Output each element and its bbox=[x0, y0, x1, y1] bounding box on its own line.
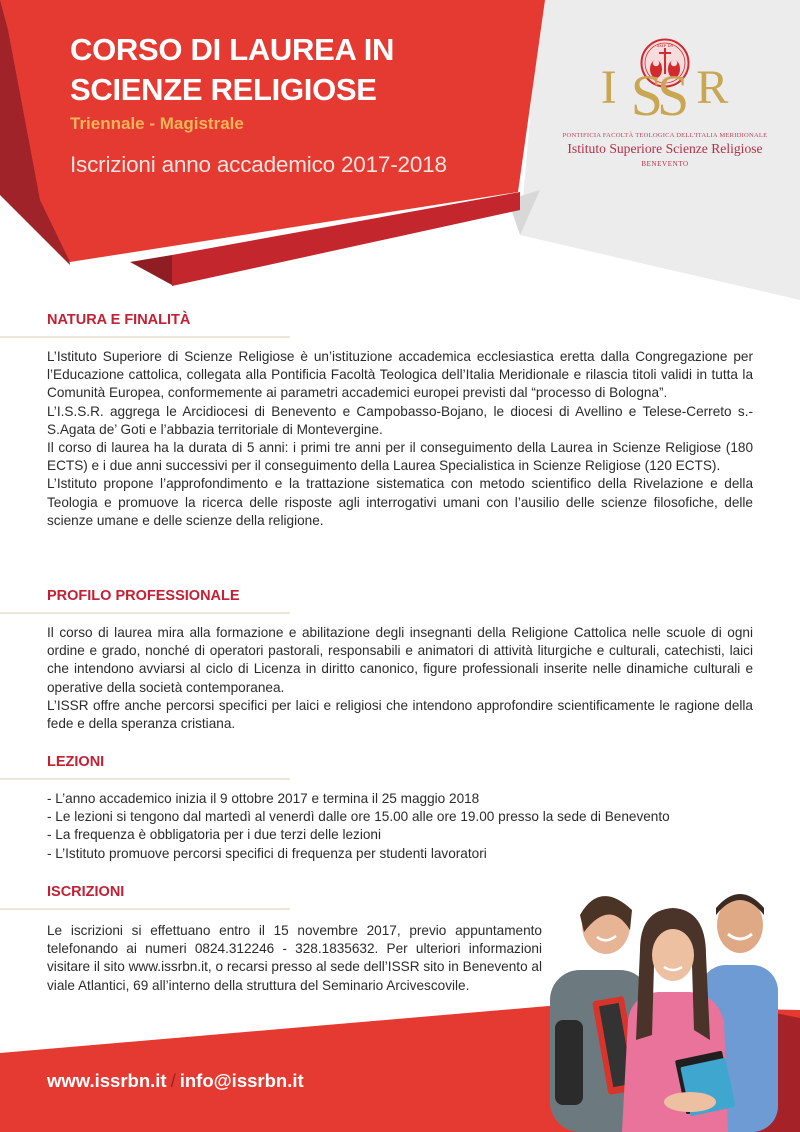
footer-contacts bbox=[47, 1070, 304, 1092]
students-photo bbox=[540, 870, 800, 1132]
logo-letters-ss: SS bbox=[630, 63, 684, 128]
page-title bbox=[70, 30, 447, 110]
section-header-iscrizioni bbox=[0, 883, 290, 910]
logo-wordmark bbox=[540, 61, 790, 128]
list-item: - Le lezioni si tengono dal martedì al venerdì dalle ore 15.00 alle ore 19.00 presso la sede di Benevento bbox=[47, 809, 670, 825]
section-title-lezioni: LEZIONI bbox=[47, 754, 105, 770]
section-header-natura bbox=[0, 311, 290, 338]
paragraph: L’Istituto propone l’approfondimento e la trattazione sistematica con metodo scientifico della Rivelazione e della Teologia e promuove la ricerca delle risposte agli interrogativi umani con l’ausilio delle scienze filosofiche, delle scienze umane e delle scienze della religione. bbox=[47, 476, 753, 528]
logo-letter-r: R bbox=[696, 61, 730, 114]
list-item: - L’Istituto promuove percorsi specifici di frequenza per studenti lavoratori bbox=[47, 845, 487, 861]
section-header-profilo bbox=[0, 587, 290, 614]
title-line-2: SCIENZE RELIGIOSE bbox=[70, 72, 377, 107]
email-link[interactable]: info@issrbn.it bbox=[179, 1070, 304, 1091]
list-item: - L’anno accademico inizia il 9 ottobre 2017 e termina il 25 maggio 2018 bbox=[47, 791, 480, 806]
lezioni-list bbox=[47, 790, 753, 863]
section-title-profilo: PROFILO PROFESSIONALE bbox=[47, 588, 240, 604]
paragraph: L’ISSR offre anche percorsi specifici per laici e religiosi che intendono approfondire scientificamente le ragione della fede e della speranza cristiana. bbox=[47, 697, 753, 732]
svg-text:ΑΜΡ ΣΘ: ΑΜΡ ΣΘ bbox=[656, 43, 674, 48]
section-body-iscrizioni bbox=[47, 922, 542, 995]
list-item: - La frequenza è obbligatoria per i due terzi delle lezioni bbox=[47, 827, 382, 843]
section-body-lezioni bbox=[47, 790, 753, 863]
section-title-natura: NATURA E FINALITÀ bbox=[47, 312, 191, 328]
degree-levels: Triennale - Magistrale bbox=[70, 114, 244, 133]
enrollment-year: Iscrizioni anno accademico 2017-2018 bbox=[70, 152, 447, 177]
paragraph: L’Istituto Superiore di Scienze Religiose è un’istituzione accademica ecclesiastica eretta dalla Congregazione per l’Educazione cattolica, collegata alla Pontificia Facoltà Teologica dell’Italia Meridionale e rilascia titoli validi in tutta la Comunità Europea, conformemente ai parametri accademici europei previsti dal “processo di Bologna”. bbox=[47, 349, 753, 401]
footer-separator: / bbox=[170, 1070, 176, 1091]
logo-institute-name: Istituto Superiore Scienze Religiose bbox=[567, 141, 763, 156]
paragraph: Il corso di laurea mira alla formazione e abilitazione degli insegnanti della Religione Cattolica nelle scuole di ogni ordine e grado, nonché di operatori pastorali, responsabili e animatori di attività liturgiche e culturali, catechisti, laici che intendono avviarsi al ciclo di Licenza in diritto canonico, figure professionali inserite nelle dinamiche culturali e operative della società contemporanea. bbox=[47, 625, 753, 695]
section-header-lezioni bbox=[0, 753, 290, 780]
hero-header bbox=[70, 30, 447, 178]
website-link[interactable]: www.issrbn.it bbox=[47, 1070, 167, 1091]
paragraph: Il corso di laurea ha la durata di 5 anni: i primi tre anni per il conseguimento della Laurea in Scienze Religiose (180 ECTS) e i due anni successivi per il conseguimento della Laurea Specialistica in Scienze Religiose (120 ECTS). bbox=[47, 440, 753, 474]
title-line-1: CORSO DI LAUREA IN bbox=[70, 32, 395, 67]
student-center bbox=[622, 908, 736, 1132]
paragraph: Le iscrizioni si effettuano entro il 15 novembre 2017, previo appuntamento telefonando ai numeri 0824.312246 - 328.1835632. Per ulteriori informazioni visitare il sito www.issrbn.it, o recarsi presso al sede dell’ISSR sito in Benevento al viale Atlantici, 69 all’interno della struttura del Seminario Arcivescovile. bbox=[47, 923, 542, 993]
logo-letter-i: I bbox=[600, 61, 618, 114]
paragraph: L’I.S.S.R. aggrega le Arcidiocesi di Benevento e Campobasso-Bojano, le diocesi di Avellino e Telese-Cerreto s.-S.Agata de’ Goti e l’abbazia territoriale di Montevergine. bbox=[47, 403, 753, 437]
section-title-iscrizioni: ISCRIZIONI bbox=[47, 884, 125, 900]
header-fold-dark bbox=[130, 255, 172, 285]
section-body-natura bbox=[47, 348, 753, 530]
logo-faculty: PONTIFICIA FACOLTÀ TEOLOGICA DELL'ITALIA MERIDIONALE bbox=[562, 132, 768, 139]
logo-city: BENEVENTO bbox=[641, 160, 689, 168]
issr-logo bbox=[540, 38, 790, 168]
section-body-profilo bbox=[47, 624, 753, 733]
